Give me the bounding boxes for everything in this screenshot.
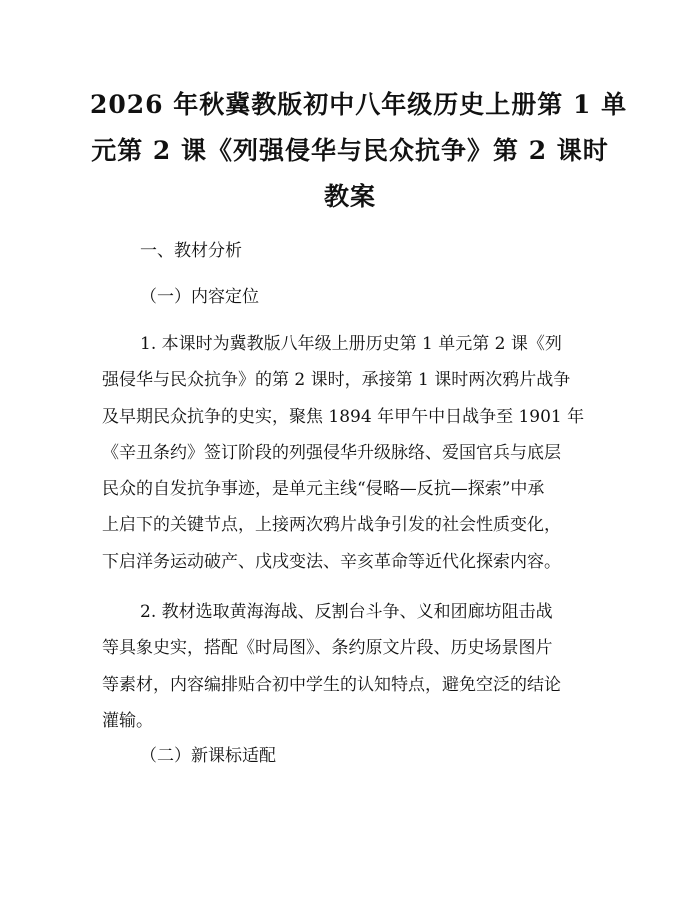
paragraph-1-line-1: 1. 本课时为冀教版八年级上册历史第 1 单元第 2 课《列 — [140, 334, 562, 354]
paragraph-2-line-4: 灌输。 — [102, 710, 153, 731]
paragraph-1-line-6: 上启下的关键节点，上接两次鸦片战争引发的社会性质变化， — [102, 515, 561, 536]
section-heading-textbook-analysis: 一、教材分析 — [140, 241, 242, 261]
paragraph-1-line-3: 及早期民众抗争的史实，聚焦 1894 年甲午中日战争至 1901 年 — [102, 406, 585, 427]
subsection-heading-curriculum-standards: （二）新课标适配 — [140, 746, 276, 766]
paragraph-2-line-2: 等具象史实，搭配《时局图》、条约原文片段、历史场景图片 — [102, 638, 553, 659]
paragraph-1-line-2: 强侵华与民众抗争》的第 2 课时，承接第 1 课时两次鸦片战争 — [102, 370, 571, 391]
paragraph-2-line-1: 2. 教材选取黄海海战、反割台斗争、义和团廊坊阻击战 — [140, 602, 553, 622]
paragraph-1-line-4: 《辛丑条约》签订阶段的列强侵华升级脉络、爱国官兵与底层 — [102, 442, 561, 463]
paragraph-1-line-5: 民众的自发抗争事迹，是单元主线“侵略—反抗—探索”中承 — [102, 479, 545, 500]
subsection-heading-content-positioning: （一）内容定位 — [140, 287, 259, 307]
paragraph-1-line-7: 下启洋务运动破产、戊戌变法、辛亥革命等近代化探索内容。 — [102, 551, 561, 572]
title-line-3: 教案 — [323, 182, 376, 211]
paragraph-2 — [102, 594, 622, 739]
title-line-1: 2026 年秋冀教版初中八年级历史上册第 1 单 — [90, 90, 628, 119]
title-line-2: 元第 2 课《列强侵华与民众抗争》第 2 课时 — [91, 136, 609, 165]
paragraph-2-line-3: 等素材，内容编排贴合初中学生的认知特点，避免空泛的结论 — [102, 674, 561, 695]
paragraph-1 — [102, 326, 622, 580]
document-title — [90, 82, 628, 220]
